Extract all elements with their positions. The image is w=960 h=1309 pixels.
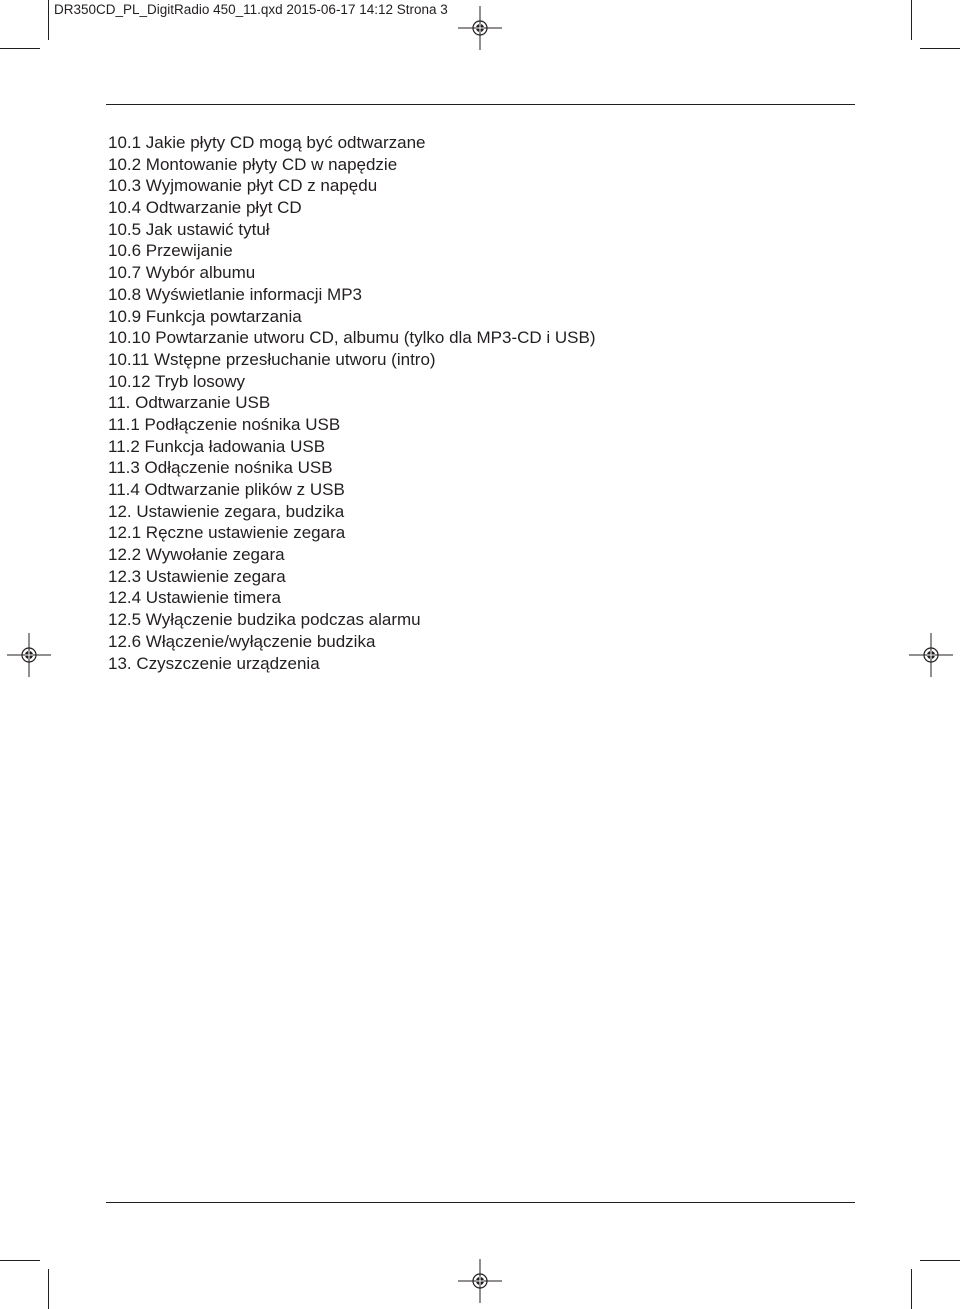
toc-item: 12.3 Ustawienie zegara bbox=[108, 566, 286, 586]
toc-item: 10.11 Wstępne przesłuchanie utworu (intro) bbox=[108, 349, 436, 369]
toc-item: 10.6 Przewijanie bbox=[108, 241, 233, 261]
toc-item: 11.4 Odtwarzanie plików z USB bbox=[108, 480, 345, 499]
toc-item: 10.1 Jakie płyty CD mogą być odtwarzane bbox=[108, 133, 426, 152]
toc-item: 10.7 Wybór albumu bbox=[108, 263, 256, 283]
footer-rule bbox=[106, 1202, 855, 1203]
toc-item: 10.3 Wyjmowanie płyt CD z napędu bbox=[108, 176, 378, 196]
toc-item: 10.8 Wyświetlanie informacji MP3 bbox=[108, 284, 362, 304]
crosshair-registration-icon bbox=[7, 633, 51, 677]
toc-item: 12.6 Włączenie/wyłączenie budzika bbox=[108, 631, 376, 651]
crop-mark bbox=[911, 1269, 912, 1309]
toc-item: 10.5 Jak ustawić tytuł bbox=[108, 219, 270, 239]
toc-item: 11.2 Funkcja ładowania USB bbox=[108, 436, 326, 456]
toc-item: 12.1 Ręczne ustawienie zegara bbox=[108, 523, 346, 543]
crosshair-registration-icon bbox=[458, 6, 502, 50]
toc-item: 11. Odtwarzanie USB bbox=[108, 393, 271, 413]
toc-item: 12. Ustawienie zegara, budzika bbox=[108, 501, 345, 521]
crosshair-registration-icon bbox=[458, 1259, 502, 1303]
file-slug: DR350CD_PL_DigitRadio 450_11.qxd 2015-06-17 14:12 Strona 3 bbox=[54, 2, 448, 17]
toc-item: 13. Czyszczenie urządzenia bbox=[108, 653, 320, 673]
crop-mark bbox=[911, 0, 912, 40]
crop-mark bbox=[48, 1269, 49, 1309]
crosshair-registration-icon bbox=[909, 633, 953, 677]
crop-mark bbox=[920, 48, 960, 49]
crop-mark bbox=[0, 48, 40, 49]
toc-item: 12.4 Ustawienie timera bbox=[108, 588, 281, 608]
toc-item: 10.4 Odtwarzanie płyt CD bbox=[108, 198, 302, 218]
table-of-contents bbox=[108, 132, 596, 674]
toc-item: 11.3 Odłączenie nośnika USB bbox=[108, 458, 333, 478]
toc-item: 11.1 Podłączenie nośnika USB bbox=[108, 414, 341, 434]
header-rule bbox=[106, 104, 855, 105]
toc-item: 10.12 Tryb losowy bbox=[108, 371, 246, 391]
toc-item: 10.10 Powtarzanie utworu CD, albumu (tylko dla MP3-CD i USB) bbox=[108, 328, 596, 348]
toc-item: 12.5 Wyłączenie budzika podczas alarmu bbox=[108, 610, 421, 630]
crop-mark bbox=[920, 1260, 960, 1261]
toc-item: 10.9 Funkcja powtarzania bbox=[108, 306, 302, 326]
toc-item: 12.2 Wywołanie zegara bbox=[108, 545, 285, 565]
toc-item: 10.2 Montowanie płyty CD w napędzie bbox=[108, 154, 398, 174]
crop-mark bbox=[48, 0, 49, 40]
crop-mark bbox=[0, 1260, 40, 1261]
